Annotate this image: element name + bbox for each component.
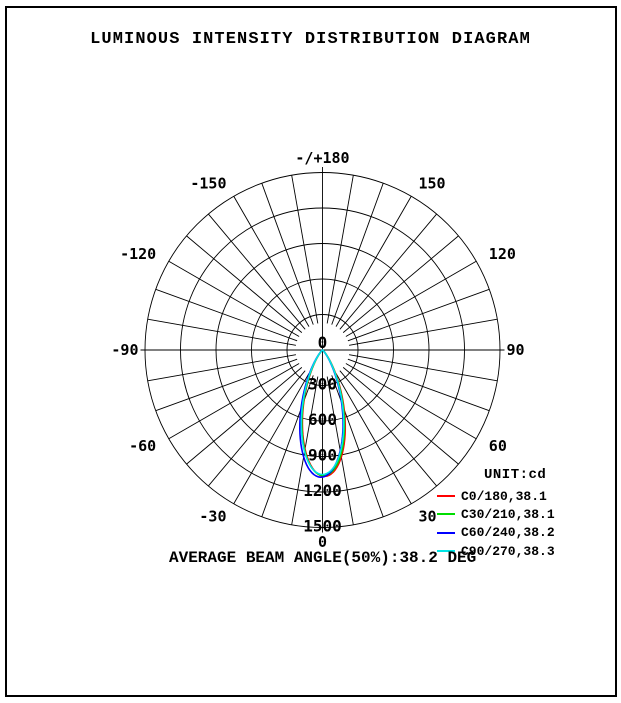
radial-tick-label: 1500 bbox=[303, 516, 342, 536]
angle-label: 30 bbox=[418, 507, 437, 526]
radial-tick-label: 300 bbox=[308, 374, 337, 394]
legend-row bbox=[430, 524, 600, 542]
legend-label: C30/210,38.1 bbox=[461, 506, 555, 522]
radial-tick-label: 0 bbox=[317, 333, 328, 352]
angle-label: -60 bbox=[129, 437, 157, 455]
angle-label: 60 bbox=[488, 437, 507, 455]
angle-label: -30 bbox=[199, 507, 227, 526]
legend-swatch bbox=[437, 495, 455, 497]
radial-tick-label: 1200 bbox=[303, 481, 342, 500]
average-beam-angle-text: AVERAGE BEAM ANGLE(50%):38.2 DEG bbox=[169, 549, 477, 567]
angle-label: 90 bbox=[506, 341, 525, 359]
legend-swatch bbox=[437, 532, 455, 534]
legend-label: C0/180,38.1 bbox=[461, 488, 547, 504]
legend-label: C90/270,38.3 bbox=[461, 543, 555, 559]
legend-label: C60/240,38.2 bbox=[461, 525, 555, 541]
diagram-title: LUMINOUS INTENSITY DISTRIBUTION DIAGRAM bbox=[90, 30, 531, 49]
legend bbox=[430, 467, 600, 560]
angle-label: -90 bbox=[111, 341, 139, 359]
legend-swatch bbox=[437, 513, 455, 515]
legend-row bbox=[430, 487, 600, 505]
legend-row bbox=[430, 505, 600, 523]
angle-label: -150 bbox=[190, 174, 227, 193]
angle-label: 120 bbox=[488, 245, 516, 263]
angle-label: -120 bbox=[120, 245, 157, 263]
unit-label: UNIT:cd bbox=[484, 467, 547, 483]
angle-label: -/+180 bbox=[295, 149, 350, 167]
radial-tick-label: 600 bbox=[308, 410, 337, 429]
angle-label: 150 bbox=[418, 174, 446, 193]
radial-tick-label: 900 bbox=[308, 445, 337, 465]
angle-label: 0 bbox=[317, 533, 328, 551]
